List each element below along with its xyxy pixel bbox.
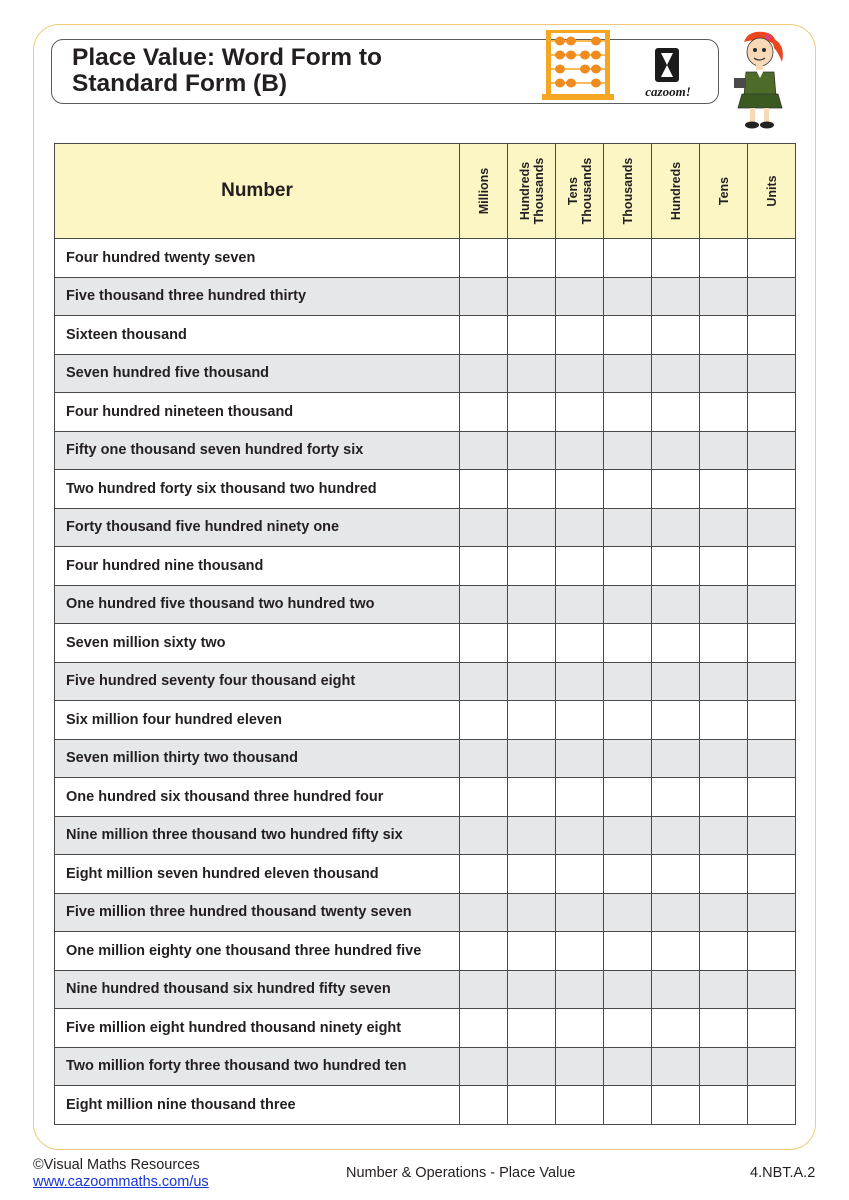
answer-cell[interactable] <box>652 932 700 971</box>
answer-cell[interactable] <box>604 624 652 663</box>
cazoom-logo <box>634 44 702 100</box>
answer-cell[interactable] <box>508 778 556 817</box>
col-header-tens: Tens <box>700 144 748 239</box>
col-header-thousands: Thousands <box>604 144 652 239</box>
answer-cell[interactable] <box>508 739 556 778</box>
answer-cell[interactable] <box>460 1047 508 1086</box>
table-row <box>55 1047 796 1086</box>
word-form-cell: Sixteen thousand <box>55 316 460 355</box>
answer-cell[interactable] <box>460 1009 508 1048</box>
answer-cell[interactable] <box>508 547 556 586</box>
answer-cell[interactable] <box>508 855 556 894</box>
answer-cell[interactable] <box>604 393 652 432</box>
answer-cell[interactable] <box>556 508 604 547</box>
answer-cell[interactable] <box>748 816 796 855</box>
answer-cell[interactable] <box>652 508 700 547</box>
answer-cell[interactable] <box>460 316 508 355</box>
answer-cell[interactable] <box>604 1086 652 1125</box>
word-form-cell: Five thousand three hundred thirty <box>55 277 460 316</box>
answer-cell[interactable] <box>652 662 700 701</box>
answer-cell[interactable] <box>556 393 604 432</box>
answer-cell[interactable] <box>604 354 652 393</box>
answer-cell[interactable] <box>748 508 796 547</box>
answer-cell[interactable] <box>700 816 748 855</box>
answer-cell[interactable] <box>748 701 796 740</box>
answer-cell[interactable] <box>460 470 508 509</box>
answer-cell[interactable] <box>700 470 748 509</box>
answer-cell[interactable] <box>748 277 796 316</box>
answer-cell[interactable] <box>556 739 604 778</box>
answer-cell[interactable] <box>508 624 556 663</box>
answer-cell[interactable] <box>460 393 508 432</box>
title-line-2: Standard Form (B) <box>72 70 288 97</box>
word-form-cell: Eight million seven hundred eleven thousand <box>55 855 460 894</box>
answer-cell[interactable] <box>748 585 796 624</box>
answer-cell[interactable] <box>700 1047 748 1086</box>
word-form-cell: Nine hundred thousand six hundred fifty seven <box>55 970 460 1009</box>
answer-cell[interactable] <box>700 624 748 663</box>
answer-cell[interactable] <box>508 1009 556 1048</box>
answer-cell[interactable] <box>652 239 700 278</box>
answer-cell[interactable] <box>700 662 748 701</box>
answer-cell[interactable] <box>700 277 748 316</box>
answer-cell[interactable] <box>748 855 796 894</box>
answer-cell[interactable] <box>604 431 652 470</box>
table-row <box>55 816 796 855</box>
answer-cell[interactable] <box>556 354 604 393</box>
table-row <box>55 431 796 470</box>
word-form-cell: Four hundred nine thousand <box>55 547 460 586</box>
answer-cell[interactable] <box>604 739 652 778</box>
answer-cell[interactable] <box>508 585 556 624</box>
answer-cell[interactable] <box>748 239 796 278</box>
answer-cell[interactable] <box>748 1086 796 1125</box>
answer-cell[interactable] <box>460 893 508 932</box>
answer-cell[interactable] <box>460 431 508 470</box>
answer-cell[interactable] <box>556 1086 604 1125</box>
answer-cell[interactable] <box>604 239 652 278</box>
answer-cell[interactable] <box>556 932 604 971</box>
answer-cell[interactable] <box>508 701 556 740</box>
answer-cell[interactable] <box>508 277 556 316</box>
table-row <box>55 354 796 393</box>
answer-cell[interactable] <box>700 239 748 278</box>
answer-cell[interactable] <box>652 277 700 316</box>
answer-cell[interactable] <box>748 893 796 932</box>
answer-cell[interactable] <box>556 970 604 1009</box>
answer-cell[interactable] <box>700 855 748 894</box>
table-row <box>55 277 796 316</box>
word-form-cell: Four hundred nineteen thousand <box>55 393 460 432</box>
col-header-tens-thousands: Tens Thousands <box>556 144 604 239</box>
word-form-cell: One hundred five thousand two hundred two <box>55 585 460 624</box>
word-form-cell: Forty thousand five hundred ninety one <box>55 508 460 547</box>
word-form-cell: Eight million nine thousand three <box>55 1086 460 1125</box>
answer-cell[interactable] <box>652 1009 700 1048</box>
answer-cell[interactable] <box>604 932 652 971</box>
answer-cell[interactable] <box>556 547 604 586</box>
answer-cell[interactable] <box>652 470 700 509</box>
answer-cell[interactable] <box>508 508 556 547</box>
table-row <box>55 393 796 432</box>
col-header-millions: Millions <box>460 144 508 239</box>
answer-cell[interactable] <box>460 662 508 701</box>
answer-cell[interactable] <box>604 508 652 547</box>
footer-copyright: ©Visual Maths Resources <box>33 1157 200 1173</box>
answer-cell[interactable] <box>700 508 748 547</box>
word-form-cell: Two million forty three thousand two hundred ten <box>55 1047 460 1086</box>
answer-cell[interactable] <box>652 1047 700 1086</box>
table-row <box>55 547 796 586</box>
word-form-cell: Fifty one thousand seven hundred forty six <box>55 431 460 470</box>
answer-cell[interactable] <box>556 431 604 470</box>
logo-text: cazoom! <box>645 84 691 99</box>
word-form-cell: Seven million thirty two thousand <box>55 739 460 778</box>
answer-cell[interactable] <box>652 585 700 624</box>
answer-cell[interactable] <box>508 316 556 355</box>
table-row <box>55 701 796 740</box>
answer-cell[interactable] <box>556 855 604 894</box>
answer-cell[interactable] <box>748 1047 796 1086</box>
answer-cell[interactable] <box>460 739 508 778</box>
answer-cell[interactable] <box>460 701 508 740</box>
answer-cell[interactable] <box>604 1009 652 1048</box>
answer-cell[interactable] <box>748 624 796 663</box>
answer-cell[interactable] <box>700 393 748 432</box>
table-row <box>55 239 796 278</box>
answer-cell[interactable] <box>556 816 604 855</box>
answer-cell[interactable] <box>604 778 652 817</box>
answer-cell[interactable] <box>556 778 604 817</box>
answer-cell[interactable] <box>604 855 652 894</box>
table-row <box>55 855 796 894</box>
answer-cell[interactable] <box>652 893 700 932</box>
word-form-cell: Five hundred seventy four thousand eight <box>55 662 460 701</box>
footer-left <box>33 1157 209 1191</box>
answer-cell[interactable] <box>556 277 604 316</box>
answer-cell[interactable] <box>700 739 748 778</box>
answer-cell[interactable] <box>652 816 700 855</box>
answer-cell[interactable] <box>748 739 796 778</box>
answer-cell[interactable] <box>748 470 796 509</box>
number-header: Number <box>55 144 460 239</box>
word-form-cell: Six million four hundred eleven <box>55 701 460 740</box>
word-form-cell: Five million three hundred thousand twenty seven <box>55 893 460 932</box>
answer-cell[interactable] <box>700 893 748 932</box>
answer-cell[interactable] <box>700 431 748 470</box>
answer-cell[interactable] <box>748 778 796 817</box>
answer-cell[interactable] <box>604 1047 652 1086</box>
word-form-cell: Seven hundred five thousand <box>55 354 460 393</box>
answer-cell[interactable] <box>652 778 700 817</box>
table-row <box>55 970 796 1009</box>
table-row <box>55 893 796 932</box>
word-form-cell: One million eighty one thousand three hundred five <box>55 932 460 971</box>
answer-cell[interactable] <box>652 431 700 470</box>
answer-cell[interactable] <box>748 547 796 586</box>
table-row <box>55 585 796 624</box>
answer-cell[interactable] <box>604 970 652 1009</box>
answer-cell[interactable] <box>652 316 700 355</box>
word-form-cell: Five million eight hundred thousand ninety eight <box>55 1009 460 1048</box>
footer-url-link[interactable]: www.cazoommaths.com/us <box>33 1174 209 1190</box>
answer-cell[interactable] <box>700 1086 748 1125</box>
answer-cell[interactable] <box>700 778 748 817</box>
answer-cell[interactable] <box>508 239 556 278</box>
answer-cell[interactable] <box>748 431 796 470</box>
answer-cell[interactable] <box>748 393 796 432</box>
answer-cell[interactable] <box>700 585 748 624</box>
title-line-1: Place Value: Word Form to <box>72 44 382 71</box>
col-header-hundreds-thousands: Hundreds Thousands <box>508 144 556 239</box>
table-row <box>55 662 796 701</box>
table-row <box>55 1086 796 1125</box>
table-row <box>55 508 796 547</box>
table-row <box>55 470 796 509</box>
answer-cell[interactable] <box>508 393 556 432</box>
answer-cell[interactable] <box>460 970 508 1009</box>
answer-cell[interactable] <box>652 547 700 586</box>
answer-cell[interactable] <box>508 1086 556 1125</box>
answer-cell[interactable] <box>700 354 748 393</box>
word-form-cell: Nine million three thousand two hundred fifty six <box>55 816 460 855</box>
answer-cell[interactable] <box>460 855 508 894</box>
answer-cell[interactable] <box>604 316 652 355</box>
answer-cell[interactable] <box>652 1086 700 1125</box>
answer-cell[interactable] <box>460 277 508 316</box>
answer-cell[interactable] <box>748 1009 796 1048</box>
answer-cell[interactable] <box>460 239 508 278</box>
place-value-table <box>54 143 796 1125</box>
answer-cell[interactable] <box>748 932 796 971</box>
footer-standard: 4.NBT.A.2 <box>750 1165 816 1181</box>
col-header-units: Units <box>748 144 796 239</box>
answer-cell[interactable] <box>460 778 508 817</box>
table-row <box>55 1009 796 1048</box>
footer-topic: Number & Operations - Place Value <box>346 1165 576 1181</box>
answer-cell[interactable] <box>700 970 748 1009</box>
answer-cell[interactable] <box>508 893 556 932</box>
answer-cell[interactable] <box>604 585 652 624</box>
answer-cell[interactable] <box>460 547 508 586</box>
answer-cell[interactable] <box>460 508 508 547</box>
col-header-hundreds: Hundreds <box>652 144 700 239</box>
answer-cell[interactable] <box>508 662 556 701</box>
answer-cell[interactable] <box>604 470 652 509</box>
worksheet-title <box>72 45 492 97</box>
answer-cell[interactable] <box>460 1086 508 1125</box>
answer-cell[interactable] <box>652 354 700 393</box>
word-form-cell: Seven million sixty two <box>55 624 460 663</box>
answer-cell[interactable] <box>652 701 700 740</box>
answer-cell[interactable] <box>508 932 556 971</box>
answer-cell[interactable] <box>556 470 604 509</box>
table-row <box>55 624 796 663</box>
table-header-row <box>55 144 796 239</box>
answer-cell[interactable] <box>604 816 652 855</box>
word-form-cell: Two hundred forty six thousand two hundred <box>55 470 460 509</box>
answer-cell[interactable] <box>556 239 604 278</box>
answer-cell[interactable] <box>508 970 556 1009</box>
table-row <box>55 932 796 971</box>
answer-cell[interactable] <box>556 662 604 701</box>
answer-cell[interactable] <box>556 316 604 355</box>
answer-cell[interactable] <box>700 547 748 586</box>
answer-cell[interactable] <box>508 431 556 470</box>
answer-cell[interactable] <box>508 816 556 855</box>
answer-cell[interactable] <box>652 739 700 778</box>
answer-cell[interactable] <box>700 1009 748 1048</box>
answer-cell[interactable] <box>700 316 748 355</box>
answer-cell[interactable] <box>556 1047 604 1086</box>
answer-cell[interactable] <box>748 662 796 701</box>
answer-cell[interactable] <box>460 354 508 393</box>
answer-cell[interactable] <box>604 662 652 701</box>
mascot-girl-icon <box>730 28 792 132</box>
answer-cell[interactable] <box>556 585 604 624</box>
abacus-icon <box>540 28 616 102</box>
answer-cell[interactable] <box>652 970 700 1009</box>
answer-cell[interactable] <box>604 701 652 740</box>
answer-cell[interactable] <box>556 1009 604 1048</box>
answer-cell[interactable] <box>652 624 700 663</box>
answer-cell[interactable] <box>748 970 796 1009</box>
table-row <box>55 739 796 778</box>
answer-cell[interactable] <box>460 585 508 624</box>
answer-cell[interactable] <box>652 855 700 894</box>
answer-cell[interactable] <box>556 893 604 932</box>
word-form-cell: One hundred six thousand three hundred four <box>55 778 460 817</box>
answer-cell[interactable] <box>604 547 652 586</box>
answer-cell[interactable] <box>556 701 604 740</box>
answer-cell[interactable] <box>700 701 748 740</box>
table-row <box>55 316 796 355</box>
answer-cell[interactable] <box>556 624 604 663</box>
answer-cell[interactable] <box>508 470 556 509</box>
word-form-cell: Four hundred twenty seven <box>55 239 460 278</box>
answer-cell[interactable] <box>460 816 508 855</box>
answer-cell[interactable] <box>652 393 700 432</box>
table-row <box>55 778 796 817</box>
answer-cell[interactable] <box>604 277 652 316</box>
answer-cell[interactable] <box>460 624 508 663</box>
answer-cell[interactable] <box>508 1047 556 1086</box>
answer-cell[interactable] <box>508 354 556 393</box>
answer-cell[interactable] <box>700 932 748 971</box>
answer-cell[interactable] <box>460 932 508 971</box>
answer-cell[interactable] <box>748 316 796 355</box>
answer-cell[interactable] <box>604 893 652 932</box>
answer-cell[interactable] <box>748 354 796 393</box>
